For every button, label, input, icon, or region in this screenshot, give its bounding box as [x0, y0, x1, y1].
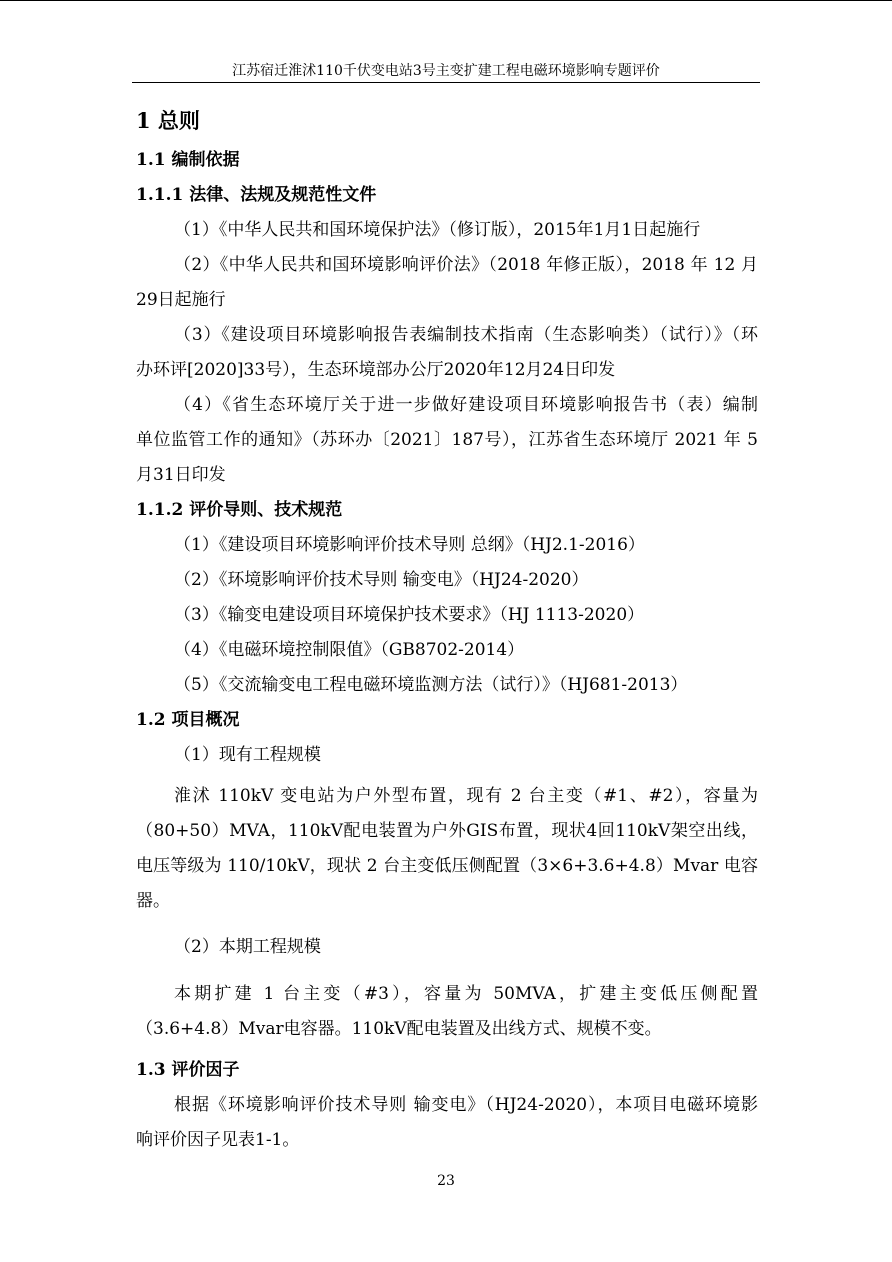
standard-item-1: （1）《建设项目环境影响评价技术导则 总纲》（HJ2.1-2016）	[174, 535, 645, 555]
law-item-2-line-1: （2）《中华人民共和国环境影响评价法》（2018 年修正版），2018 年 12 月	[174, 255, 758, 275]
section-heading-1-1: 1.1 编制依据	[136, 150, 240, 170]
section-heading-1-2: 1.2 项目概况	[136, 710, 240, 730]
section-heading-1-1-2: 1.1.2 评价导则、技术规范	[136, 500, 343, 520]
header-rule	[132, 82, 760, 83]
law-item-2-line-2: 29日起施行	[136, 290, 226, 310]
page-number: 23	[437, 1173, 455, 1189]
factor-line-2: 响评价因子见表1-1。	[136, 1130, 300, 1150]
section-heading-1-3: 1.3 评价因子	[136, 1060, 240, 1080]
law-item-3-line-2: 办环评[2020]33号），生态环境部办公厅2020年12月24日印发	[136, 360, 616, 380]
current-scale-title: （2）本期工程规模	[174, 937, 321, 957]
chapter-heading: 1 总则	[136, 108, 200, 133]
existing-scale-line-2: （80+50）MVA，110kV配电装置为户外GIS布置，现状4回110kV架空出线，	[136, 821, 758, 841]
law-item-3-line-1: （3）《建设项目环境影响报告表编制技术指南（生态影响类）（试行）》（环	[174, 325, 758, 345]
standard-item-5: （5）《交流输变电工程电磁环境监测方法（试行）》（HJ681-2013）	[174, 675, 688, 695]
law-item-4-line-3: 月31日印发	[136, 465, 226, 485]
running-header: 江苏宿迁淮沭110千伏变电站3号主变扩建工程电磁环境影响专题评价	[232, 63, 660, 79]
standard-item-4: （4）《电磁环境控制限值》（GB8702-2014）	[174, 640, 525, 660]
existing-scale-line-3: 电压等级为 110/10kV，现状 2 台主变低压侧配置（3×6+3.6+4.8）Mvar 电容	[136, 856, 758, 876]
standard-item-2: （2）《环境影响评价技术导则 输变电》（HJ24-2020）	[174, 570, 589, 590]
law-item-1: （1）《中华人民共和国环境保护法》（修订版），2015年1月1日起施行	[174, 220, 701, 240]
existing-scale-line-4: 器。	[136, 891, 170, 911]
existing-scale-line-1: 淮沭 110kV 变电站为户外型布置，现有 2 台主变（#1、#2），容量为	[174, 786, 758, 806]
current-scale-line-2: （3.6+4.8）Mvar电容器。110kV配电装置及出线方式、规模不变。	[136, 1019, 662, 1039]
top-border-line	[0, 0, 892, 1]
factor-line-1: 根据《环境影响评价技术导则 输变电》（HJ24-2020），本项目电磁环境影	[174, 1095, 758, 1115]
existing-scale-title: （1）现有工程规模	[174, 745, 321, 765]
section-heading-1-1-1: 1.1.1 法律、法规及规范性文件	[136, 185, 377, 205]
law-item-4-line-1: （4）《省生态环境厅关于进一步做好建设项目环境影响报告书（表）编制	[174, 395, 758, 415]
standard-item-3: （3）《输变电建设项目环境保护技术要求》（HJ 1113-2020）	[174, 605, 645, 625]
law-item-4-line-2: 单位监管工作的通知》（苏环办〔2021〕187号），江苏省生态环境厅 2021 年 5	[136, 430, 758, 450]
current-scale-line-1: 本期扩建 1 台主变（#3），容量为 50MVA，扩建主变低压侧配置	[174, 984, 758, 1004]
